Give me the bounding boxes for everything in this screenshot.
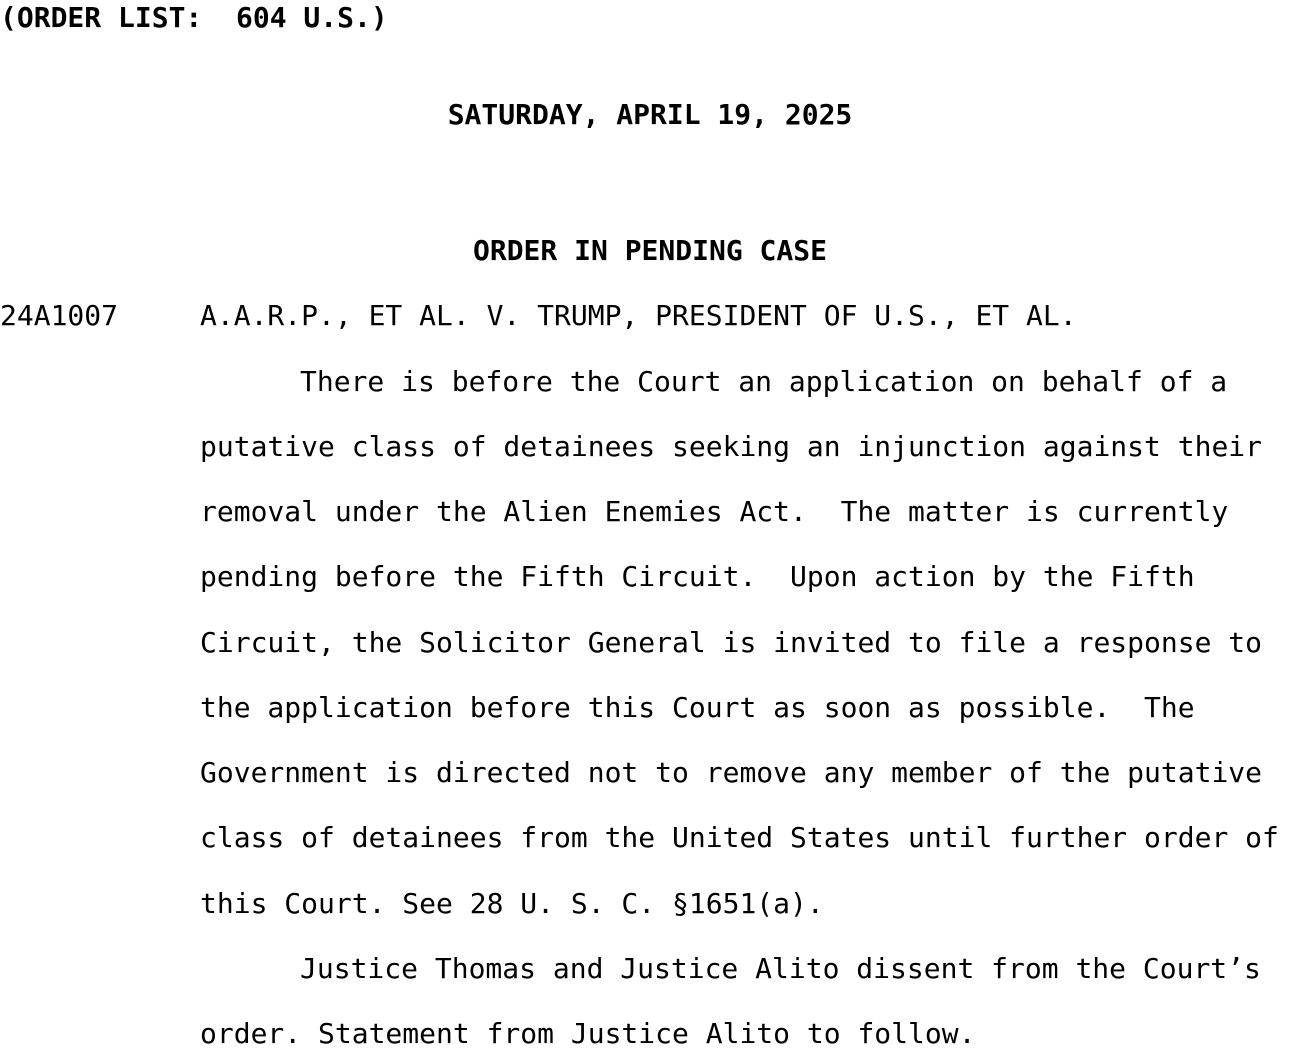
paragraph-line: Circuit, the Solicitor General is invited to file a response to [200,626,1263,659]
order-list-heading: (ORDER LIST: 604 U.S.) [0,1,388,34]
paragraph-line: the application before this Court as soon as possible. The [200,691,1195,724]
case-caption: A.A.R.P., ET AL. V. TRUMP, PRESIDENT OF U.S., ET AL. [200,299,1077,332]
paragraph-line: There is before the Court an application on behalf of a [300,365,1228,398]
docket-number: 24A1007 [0,299,119,332]
section-title: ORDER IN PENDING CASE [472,234,827,267]
paragraph-line: class of detainees from the United States until further order of [200,821,1279,854]
order-date: SATURDAY, APRIL 19, 2025 [447,98,853,131]
paragraph-line: Government is directed not to remove any member of the putative [200,756,1263,789]
paragraph-line: pending before the Fifth Circuit. Upon action by the Fifth [200,560,1195,593]
paragraph-line: Justice Thomas and Justice Alito dissent from the Court’s [300,952,1261,985]
paragraph-line: putative class of detainees seeking an injunction against their [200,430,1263,463]
paragraph-line: this Court. See 28 U. S. C. §1651(a). [200,887,824,920]
paragraph-line: order. Statement from Justice Alito to follow. [200,1017,976,1050]
paragraph-line: removal under the Alien Enemies Act. The matter is currently [200,495,1229,528]
